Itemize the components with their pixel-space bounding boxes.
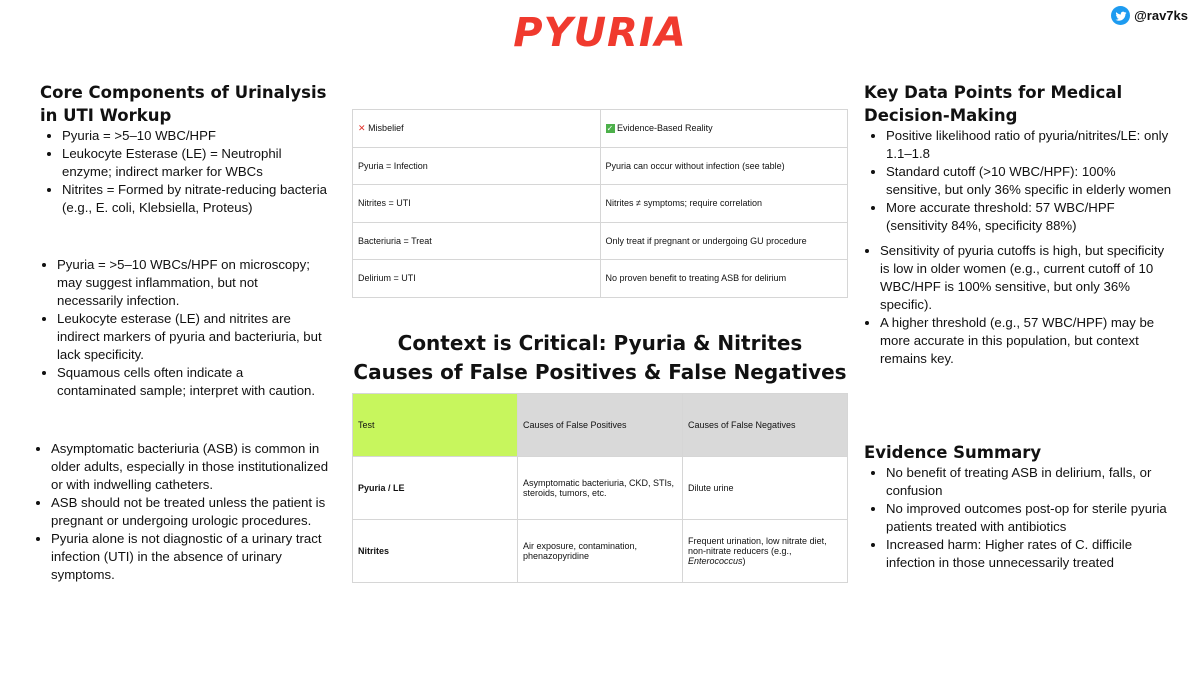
cell-text-end: ) (742, 556, 746, 566)
list-item: • Leukocyte Esterase (LE) = Neutrophil enzyme; indirect marker for WBCs (62, 145, 330, 181)
table-cell: Delirium = UTI (353, 260, 601, 298)
table-header-cell: Test (353, 394, 518, 457)
list-item: • Standard cutoff (>10 WBC/HPF): 100% sensitive, but only 36% specific in elderly women (886, 163, 1174, 199)
check-mark-icon: ✓ (606, 124, 614, 134)
cross-mark-icon: ✕ (358, 122, 366, 133)
table-cell: Only treat if pregnant or undergoing GU procedure (600, 222, 848, 260)
evidence-summary (864, 441, 1174, 572)
table-cell: No proven benefit to treating ASB for delirium (600, 260, 848, 298)
list-item: • More accurate threshold: 57 WBC/HPF (sensitivity 84%, specificity 88%) (886, 199, 1174, 235)
table-cell: Nitrites (353, 520, 518, 583)
list-item: • Pyuria alone is not diagnostic of a urinary tract infection (UTI) in the absence of urinary symptoms. (51, 530, 329, 584)
right-column (864, 81, 1174, 235)
cell-text: Frequent urination, low nitrate diet, non-nitrate reducers (e.g., (688, 536, 827, 556)
header-reality: Evidence-Based Reality (617, 123, 713, 134)
table-header-cell (353, 110, 601, 148)
table-row (353, 185, 848, 223)
table-header-cell (600, 110, 848, 148)
table-cell (683, 520, 848, 583)
misbelief-table (352, 109, 848, 298)
right-notes-block (858, 242, 1170, 368)
list-item: • Sensitivity of pyuria cutoffs is high, but specificity is low in older women (e.g., current cutoff of 10 WBC/HPF is 100% sensitive, but only 36% specific). (880, 242, 1170, 314)
asb-notes-list (29, 440, 329, 584)
sensitivity-notes-list (858, 242, 1170, 368)
left-column (40, 81, 330, 217)
context-heading-line1: Context is Critical: Pyuria & Nitrites (397, 331, 803, 355)
context-heading (352, 329, 848, 387)
list-item: • Positive likelihood ratio of pyuria/nitrites/LE: only 1.1–1.8 (886, 127, 1174, 163)
table-cell: Bacteriuria = Treat (353, 222, 601, 260)
twitter-bird-icon (1111, 6, 1130, 25)
list-item: • Pyuria = >5–10 WBCs/HPF on microscopy; may suggest inflammation, but not necessarily infection. (57, 256, 325, 310)
header-misbelief: Misbelief (368, 122, 404, 133)
page-title: PYURIA (513, 10, 687, 56)
table-cell: Asymptomatic bacteriuria, CKD, STIs, steroids, tumors, etc. (518, 457, 683, 520)
list-item: • No benefit of treating ASB in delirium, falls, or confusion (886, 464, 1174, 500)
table-row (353, 147, 848, 185)
key-data-list (864, 127, 1174, 235)
table-cell: Dilute urine (683, 457, 848, 520)
context-heading-line2: Causes of False Positives & False Negatives (353, 360, 847, 384)
table-cell: Nitrites = UTI (353, 185, 601, 223)
table-row (353, 222, 848, 260)
left-notes-block (35, 256, 325, 400)
key-data-heading: Key Data Points for Medical Decision-Making (864, 83, 1123, 125)
table-cell: Air exposure, contamination, phenazopyridine (518, 520, 683, 583)
cell-italic-text: Enterococcus (688, 556, 743, 566)
false-results-table (352, 393, 848, 583)
list-item: • Squamous cells often indicate a contaminated sample; interpret with caution. (57, 364, 325, 400)
left-asb-block (29, 440, 329, 584)
table-cell: Pyuria can occur without infection (see table) (600, 147, 848, 185)
table-row (353, 520, 848, 583)
list-item: • Increased harm: Higher rates of C. difficile infection in those unnecessarily treated (886, 536, 1174, 572)
table-header-cell: Causes of False Positives (518, 394, 683, 457)
evidence-summary-heading: Evidence Summary (864, 443, 1042, 462)
core-components-list (40, 127, 330, 217)
table-header-cell: Causes of False Negatives (683, 394, 848, 457)
table-cell: Pyuria = Infection (353, 147, 601, 185)
table-row (353, 260, 848, 298)
table-header-row (353, 394, 848, 457)
core-components-heading: Core Components of Urinalysis in UTI Workup (40, 83, 327, 125)
list-item: • Leukocyte esterase (LE) and nitrites are indirect markers of pyuria and bacteriuria, but lack specificity. (57, 310, 325, 364)
list-item: • Nitrites = Formed by nitrate-reducing bacteria (e.g., E. coli, Klebsiella, Proteus) (62, 181, 330, 217)
table-cell: Nitrites ≠ symptoms; require correlation (600, 185, 848, 223)
list-item: • Asymptomatic bacteriuria (ASB) is common in older adults, especially in those institutionalized or with indwelling catheters. (51, 440, 329, 494)
list-item: • No improved outcomes post-op for sterile pyuria patients treated with antibiotics (886, 500, 1174, 536)
table-row (353, 457, 848, 520)
table-header-row (353, 110, 848, 148)
table-cell: Pyuria / LE (353, 457, 518, 520)
evidence-summary-list (864, 464, 1174, 572)
pyuria-notes-list (35, 256, 325, 400)
list-item: • ASB should not be treated unless the patient is pregnant or undergoing urologic procedures. (51, 494, 329, 530)
list-item: • A higher threshold (e.g., 57 WBC/HPF) may be more accurate in this population, but context remains key. (880, 314, 1170, 368)
twitter-handle-text: @rav7ks (1134, 8, 1188, 23)
list-item: • Pyuria = >5–10 WBC/HPF (62, 127, 330, 145)
twitter-handle-badge[interactable] (1111, 6, 1188, 25)
